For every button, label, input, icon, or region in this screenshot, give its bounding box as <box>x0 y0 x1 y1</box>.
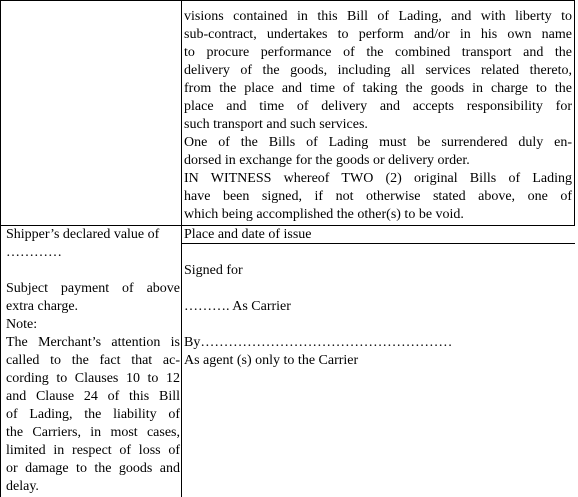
place-date-label <box>184 226 572 244</box>
terms-line: visions contained in this Bill of Lading, and with liberty to <box>184 9 572 24</box>
as-carrier-text: ………. As Carrier <box>184 299 291 314</box>
signed-for-text: Signed for <box>184 263 243 278</box>
note-line: called to the fact that ac- <box>6 353 180 368</box>
left-border <box>0 0 1 497</box>
subject-line: extra charge. <box>6 299 79 314</box>
signature-block <box>184 334 572 370</box>
terms-line: to procure performance of the combined transport and the <box>184 45 572 60</box>
declared-value-dots: ………… <box>6 245 62 260</box>
terms-line: which being accomplished the other(s) to be void. <box>184 207 464 222</box>
terms-paragraph <box>184 8 572 224</box>
note-line: The Merchant’s attention is <box>6 335 180 350</box>
terms-line: place and time of delivery and accepts responsibility for <box>184 99 572 114</box>
subject-payment-block <box>6 280 180 496</box>
subject-line: Subject payment of above <box>6 281 180 296</box>
signed-for-block <box>184 262 572 280</box>
note-label: Note: <box>6 317 38 332</box>
note-line: delay. <box>6 479 39 494</box>
note-line: of Lading, the liability of <box>6 407 180 422</box>
note-line: or damage to the goods and <box>6 461 180 476</box>
note-line: cording to Clauses 10 to 12 <box>6 371 180 386</box>
terms-line: delivery of the goods, including all services related thereto, <box>184 63 572 78</box>
column-divider <box>181 0 182 497</box>
terms-line: dorsed in exchange for the goods or delivery order. <box>184 153 470 168</box>
place-date-text: Place and date of issue <box>184 227 312 242</box>
top-border <box>0 0 575 1</box>
declared-value-block <box>6 226 180 262</box>
note-line: the Carriers, in most cases, <box>6 425 180 440</box>
as-agent-text: As agent (s) only to the Carrier <box>184 353 359 368</box>
terms-line: from the place and time of taking the goods in charge to the <box>184 81 572 96</box>
by-signature-line: By……………………………………………… <box>184 335 453 350</box>
terms-line: have been signed, if not otherwise stated above, one of <box>184 189 572 204</box>
note-line: and Clause 24 of this Bill <box>6 389 180 404</box>
terms-line: sub-contract, undertakes to perform and/or in his own name <box>184 27 572 42</box>
note-line: limited in respect of loss of <box>6 443 180 458</box>
terms-line: IN WITNESS whereof TWO (2) original Bills of Lading <box>184 171 572 186</box>
terms-line: such transport and such services. <box>184 117 368 132</box>
terms-line: One of the Bills of Lading must be surrendered duly en- <box>184 135 572 150</box>
as-carrier-block <box>184 298 572 316</box>
declared-value-label: Shipper’s declared value of <box>6 227 160 242</box>
right-border <box>574 0 575 226</box>
